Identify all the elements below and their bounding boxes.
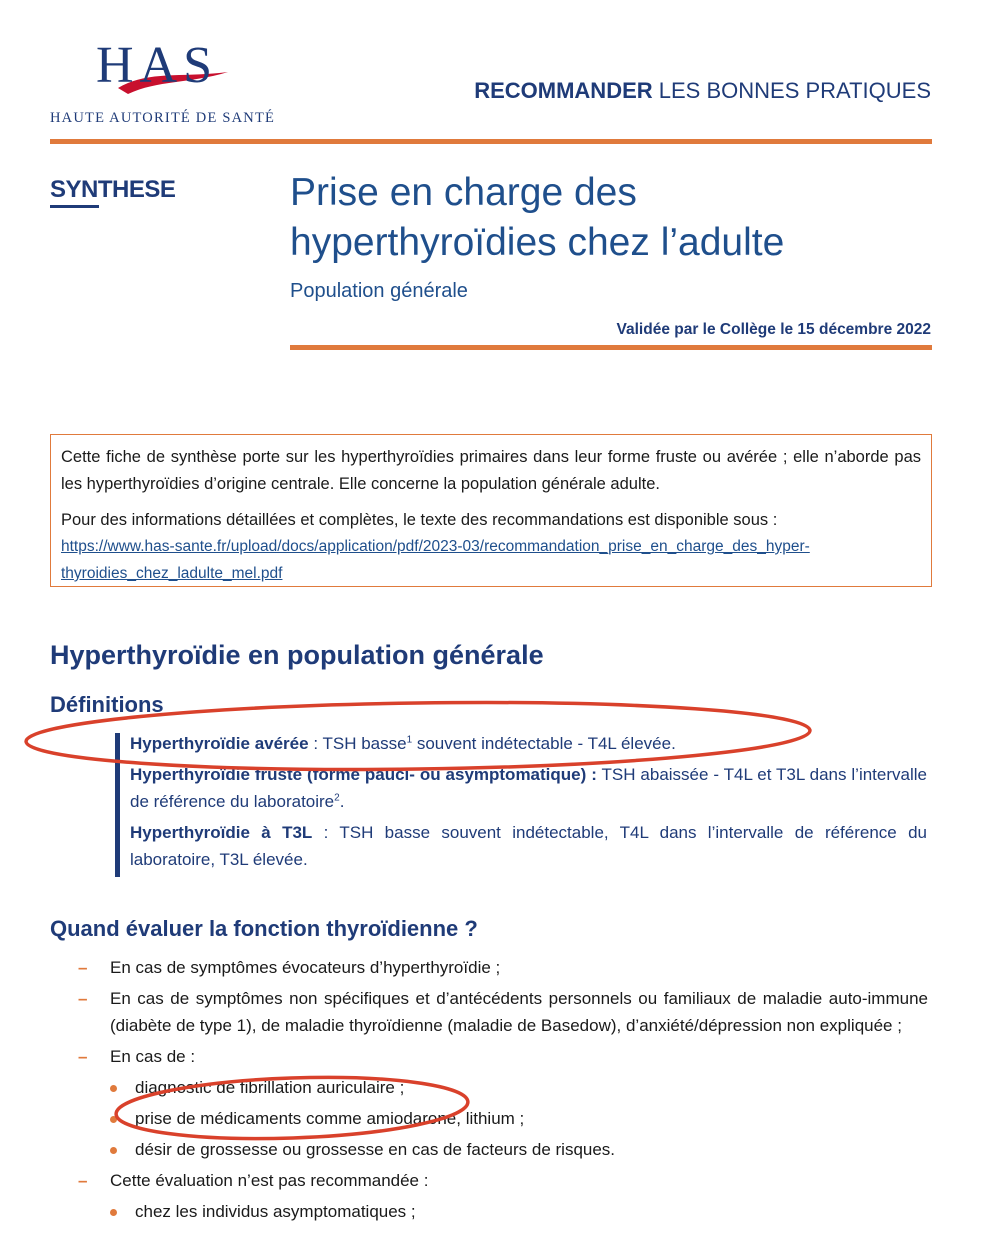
list-item-text: Cette évaluation n’est pas recommandée : bbox=[110, 1171, 429, 1190]
list-item-text: En cas de symptômes évocateurs d’hyperthyroïdie ; bbox=[110, 958, 501, 977]
definition-item bbox=[130, 761, 927, 815]
definition-item bbox=[130, 730, 927, 757]
title-line-2: hyperthyroïdies chez l’adulte bbox=[290, 221, 785, 264]
dash-bullet-icon: – bbox=[78, 989, 88, 1008]
doc-type-label: SYNTHESE bbox=[50, 176, 176, 203]
definition-term: Hyperthyroïdie à T3L bbox=[130, 823, 313, 842]
sub-item-text: chez les individus asymptomatiques ; bbox=[135, 1202, 416, 1221]
sub-list-item bbox=[78, 1074, 928, 1101]
dot-bullet-icon bbox=[110, 1209, 117, 1216]
evaluation-heading: Quand évaluer la fonction thyroïdienne ? bbox=[50, 916, 478, 941]
sub-item-text: désir de grossesse ou grossesse en cas de facteurs de risques. bbox=[135, 1140, 616, 1159]
link-line-1: https://www.has-sante.fr/upload/docs/application/pdf/2023-03/recommandation_prise_en_charge_des_hyper- bbox=[61, 538, 810, 555]
list-item-text: En cas de : bbox=[110, 1047, 196, 1066]
definitions-list bbox=[130, 730, 927, 877]
info-paragraph-2 bbox=[61, 507, 921, 587]
link-line-2: thyroidies_chez_ladulte_mel.pdf bbox=[61, 565, 283, 582]
list-item bbox=[78, 985, 928, 1039]
doc-type-underline bbox=[50, 205, 99, 208]
sub-list-item bbox=[78, 1136, 928, 1163]
sub-item-text: diagnostic de fibrillation auriculaire ; bbox=[135, 1078, 405, 1097]
sub-item-text: prise de médicaments comme amiodarone, lithium ; bbox=[135, 1109, 525, 1128]
list-item bbox=[78, 1043, 928, 1070]
definition-text: TSH abaissée - T4L et T3L dans l’intervalle de référence du laboratoire bbox=[130, 765, 927, 811]
logo-subtitle: HAUTE AUTORITÉ DE SANTÉ bbox=[50, 110, 276, 126]
footnote-ref: 2 bbox=[334, 792, 340, 804]
header-divider bbox=[50, 139, 932, 144]
dash-bullet-icon: – bbox=[78, 1171, 88, 1190]
page-subtitle: Population générale bbox=[290, 280, 468, 302]
tagline-bold: RECOMMANDER bbox=[474, 78, 653, 103]
dash-bullet-icon: – bbox=[78, 1047, 88, 1066]
footnote-ref: 1 bbox=[406, 734, 413, 746]
section-heading: Hyperthyroïdie en population générale bbox=[50, 640, 544, 670]
info-box bbox=[50, 434, 932, 587]
recommendation-link[interactable] bbox=[61, 538, 810, 582]
has-logo: HAS bbox=[96, 37, 219, 94]
definition-text: TSH basse bbox=[322, 734, 407, 753]
definition-item bbox=[130, 819, 927, 873]
definition-text: TSH basse souvent indétectable, T4L dans l’intervalle de référence du laboratoire, T3L élevée. bbox=[130, 823, 927, 869]
definition-text-tail: . bbox=[339, 792, 345, 811]
list-item bbox=[78, 1167, 928, 1194]
title-line-1: Prise en charge des bbox=[290, 171, 637, 214]
dash-bullet-icon: – bbox=[78, 958, 88, 977]
definitions-bar bbox=[115, 733, 120, 877]
title-divider bbox=[290, 345, 932, 350]
dot-bullet-icon bbox=[110, 1147, 117, 1154]
dot-bullet-icon bbox=[110, 1116, 117, 1123]
evaluation-list bbox=[78, 954, 928, 1229]
tagline-rest: LES BONNES PRATIQUES bbox=[652, 78, 931, 103]
definition-sep: : bbox=[308, 734, 323, 753]
info-paragraph-2-text: Pour des informations détaillées et complètes, le texte des recommandations est disponible sous : bbox=[61, 511, 778, 529]
list-item-text: En cas de symptômes non spécifiques et d’antécédents personnels ou familiaux de maladie auto-immune (diabète de type 1), de maladie thyroïdienne (maladie de Basedow), d’anxiété/dépression non expliquée ; bbox=[110, 989, 928, 1035]
page-title bbox=[290, 168, 930, 268]
definitions-heading: Définitions bbox=[50, 692, 164, 717]
header-tagline bbox=[474, 78, 931, 104]
sub-list-item bbox=[78, 1105, 928, 1132]
validation-date: Validée par le Collège le 15 décembre 2022 bbox=[616, 321, 931, 338]
sub-list-item bbox=[78, 1198, 928, 1225]
list-item bbox=[78, 954, 928, 981]
definition-text-tail: souvent indétectable - T4L élevée. bbox=[412, 734, 676, 753]
definition-term: Hyperthyroïdie avérée bbox=[130, 734, 309, 753]
definition-term: Hyperthyroïdie fruste (forme pauci- ou asymptomatique) : bbox=[130, 765, 597, 784]
dot-bullet-icon bbox=[110, 1085, 117, 1092]
info-paragraph-1: Cette fiche de synthèse porte sur les hyperthyroïdies primaires dans leur forme fruste ou avérée ; elle n’aborde pas les hyperthyroïdies d’origine centrale. Elle concerne la population générale adulte. bbox=[61, 448, 921, 493]
definition-sep: : bbox=[312, 823, 340, 842]
